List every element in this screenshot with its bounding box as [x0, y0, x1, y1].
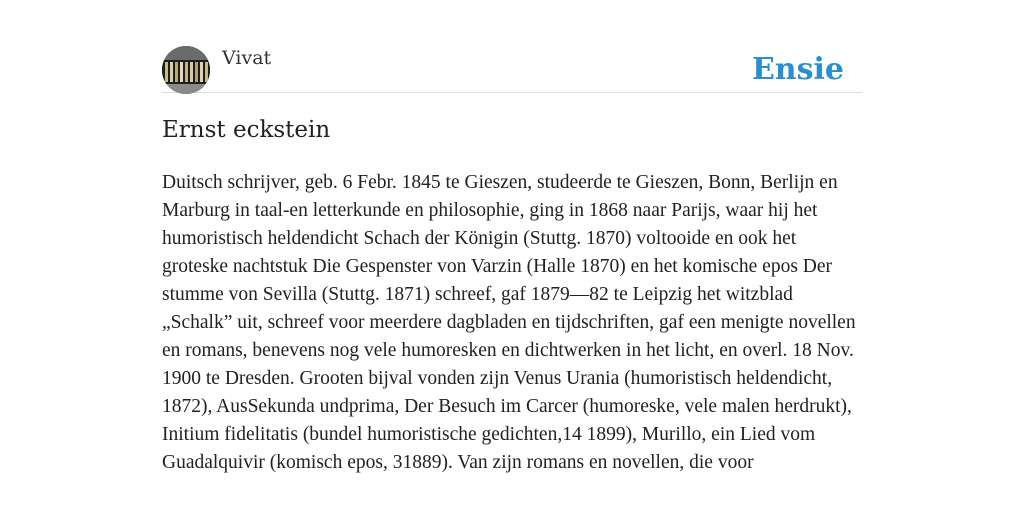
source-avatar[interactable]: [162, 46, 210, 94]
source-name[interactable]: Vivat: [222, 47, 272, 69]
site-header: [162, 44, 862, 93]
book-spines-avatar-icon: [162, 46, 210, 94]
brand-logo[interactable]: Ensie: [751, 52, 844, 87]
article-title: Ernst eckstein: [162, 117, 331, 143]
article-body: Duitsch schrijver, geb. 6 Febr. 1845 te Gieszen, studeerde te Gieszen, Bonn, Berlijn en Marburg in taal-en letterkunde en philosophie, ging in 1868 naar Parijs, waar hij het humoristisch heldendicht Schach der Königin (Stuttg. 1870) voltooide en ook het groteske nachtstuk Die Gespenster von Varzin (Halle 1870) en het komische epos Der stumme von Sevilla (Stuttg. 1871) schreef, gaf 1879—82 te Leipzig het witzblad „Schalk” uit, schreef voor meerdere dagbladen en tijdschriften, gaf een menigte novellen en romans, benevens nog vele humoresken en dichtwerken in het licht, en overl. 18 Nov. 1900 te Dresden. Grooten bijval vonden zijn Venus Urania (humoristisch heldendicht, 1872), AusSekunda undprima, Der Besuch im Carcer (humoreske, vele malen herdrukt), Initium fidelitatis (bundel humoristische gedichten,14 1899), Murillo, ein Lied vom Guadalquivir (komisch epos, 31889). Van zijn romans en novellen, die voor: [162, 172, 856, 473]
